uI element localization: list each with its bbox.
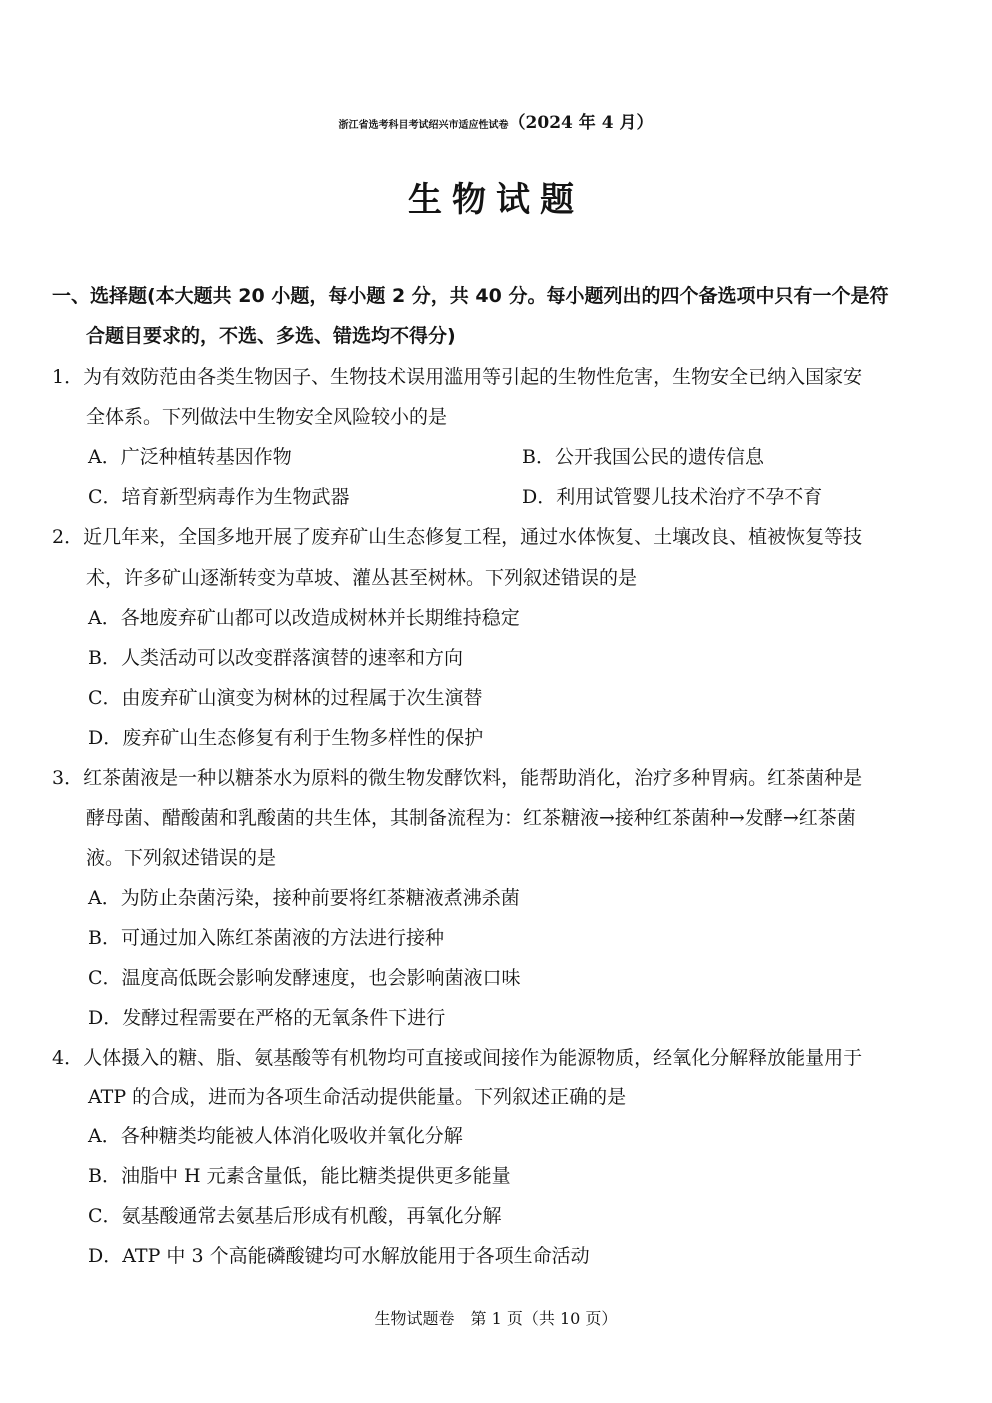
exam-title-text: 浙江省选考科目考试绍兴市适应性试卷: [338, 120, 509, 131]
q1-option-b: B．公开我国公民的遗传信息: [522, 446, 764, 468]
q2-option-a: A．各地废弃矿山都可以改造成树林并长期维持稳定: [88, 607, 520, 629]
exam-title: [0, 108, 992, 133]
q1-option-a: A．广泛种植转基因作物: [88, 446, 292, 468]
q3-stem-line-2: 酵母菌、醋酸菌和乳酸菌的共生体，其制备流程为：红茶糖液→接种红茶菌种→发酵→红茶菌: [86, 807, 856, 829]
q4-option-a: A．各种糖类均能被人体消化吸收并氧化分解: [88, 1125, 463, 1147]
q3-option-c: C．温度高低既会影响发酵速度，也会影响菌液口味: [88, 967, 521, 989]
q2-option-b: B．人类活动可以改变群落演替的速率和方向: [88, 647, 463, 669]
q1-stem-line-1: 1．为有效防范由各类生物因子、生物技术误用滥用等引起的生物性危害，生物安全已纳入国家安: [52, 366, 863, 388]
q2-stem-line-1: 2．近几年来，全国多地开展了废弃矿山生态修复工程，通过水体恢复、土壤改良、植被恢复等技: [52, 526, 863, 548]
q3-stem-line-1: 3．红茶菌液是一种以糖茶水为原料的微生物发酵饮料，能帮助消化，治疗多种胃病。红茶菌种是: [52, 767, 863, 789]
section-heading-line-1: 一、选择题(本大题共 20 小题，每小题 2 分，共 40 分。每小题列出的四个备选项中只有一个是符: [52, 285, 889, 307]
exam-subtitle: 生物试题: [408, 180, 584, 220]
q2-stem-line-2: 术，许多矿山逐渐转变为草坡、灌丛甚至树林。下列叙述错误的是: [86, 567, 638, 589]
q2-option-d: D．废弃矿山生态修复有利于生物多样性的保护: [88, 727, 484, 749]
exam-date: （2024 年 4 月）: [508, 113, 654, 133]
q3-stem-line-3: 液。下列叙述错误的是: [86, 847, 277, 869]
q2-option-c: C．由废弃矿山演变为树林的过程属于次生演替: [88, 687, 483, 709]
q1-option-c: C．培育新型病毒作为生物武器: [88, 486, 350, 508]
q3-option-a: A．为防止杂菌污染，接种前要将红茶糖液煮沸杀菌: [88, 887, 520, 909]
q4-stem-line-2: ATP 的合成，进而为各项生命活动提供能量。下列叙述正确的是: [88, 1086, 627, 1108]
q3-option-d: D．发酵过程需要在严格的无氧条件下进行: [88, 1007, 446, 1029]
q4-option-b: B．油脂中 H 元素含量低，能比糖类提供更多能量: [88, 1165, 511, 1187]
q3-option-b: B．可通过加入陈红茶菌液的方法进行接种: [88, 927, 444, 949]
q4-stem-line-1: 4．人体摄入的糖、脂、氨基酸等有机物均可直接或间接作为能源物质，经氧化分解释放能量用于: [52, 1047, 863, 1069]
q4-option-d: D．ATP 中 3 个高能磷酸键均可水解放能用于各项生命活动: [88, 1245, 590, 1267]
q4-option-c: C．氨基酸通常去氨基后形成有机酸，再氧化分解: [88, 1205, 502, 1227]
page-footer: 生物试题卷 第 1 页（共 10 页）: [374, 1309, 618, 1328]
section-heading-line-2: 合题目要求的，不选、多选、错选均不得分): [86, 325, 456, 347]
q1-stem-line-2: 全体系。下列做法中生物安全风险较小的是: [86, 406, 448, 428]
q1-option-d: D．利用试管婴儿技术治疗不孕不育: [522, 486, 823, 508]
